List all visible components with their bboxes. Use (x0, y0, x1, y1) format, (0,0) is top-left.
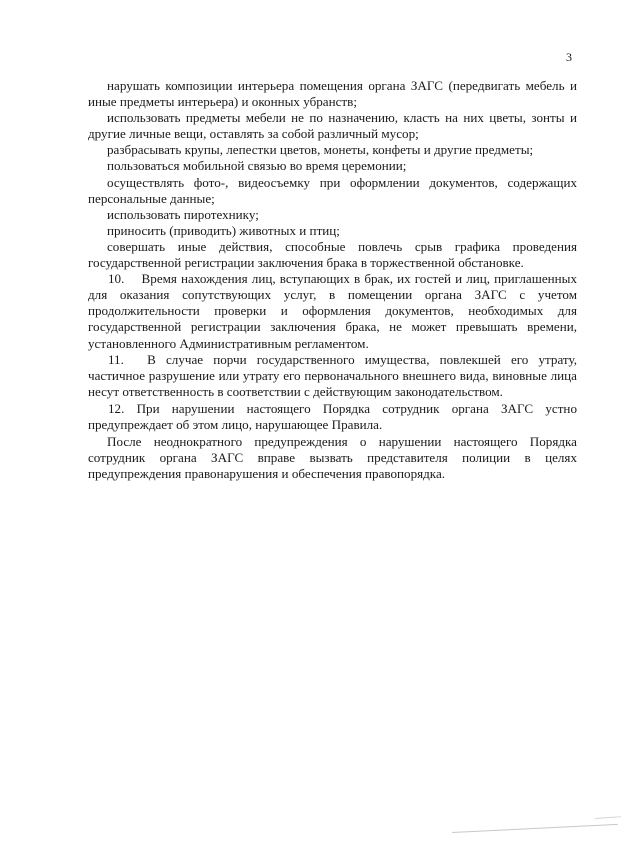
prohibition-item-other: совершать иные действия, способные повлечь срыв графика проведения государственной регистрации заключения брака в торжественной обстановке. (88, 238, 577, 271)
prohibition-item-interior: нарушать композиции интерьера помещения органа ЗАГС (передвигать мебель и иные предметы интерьера) и оконных убранств; (88, 78, 577, 110)
prohibition-item-animals: приносить (приводить) животных и птиц; (107, 222, 340, 238)
clause-12-continuation: После неоднократного предупреждения о нарушении настоящего Порядка сотрудник органа ЗАГС вправе вызвать представителя полиции в целях предупреждения правонарушения и обеспечения правопорядка. (88, 434, 577, 482)
clause-10: 10. Время нахождения лиц, вступающих в брак, их гостей и лиц, приглашенных для оказания сопутствующих услуг, в помещении органа ЗАГС с учетом продолжительности проверки и оформления документов, необходимых для государственной регистрации заключения брака, не может превышать времени, установленного Административным регламентом. (88, 271, 577, 351)
scan-edge-line-short (595, 816, 621, 819)
page-number: 3 (566, 50, 572, 64)
prohibition-item-photo: осуществлять фото-, видеосъемку при оформлении документов, содержащих персональные данные; (88, 174, 577, 206)
document-body (88, 78, 577, 482)
prohibition-item-furniture: использовать предметы мебели не по назначению, класть на них цветы, зонты и другие личные вещи, оставлять за собой различный мусор; (88, 110, 577, 142)
prohibition-item-scattering: разбрасывать крупы, лепестки цветов, монеты, конфеты и другие предметы; (107, 142, 534, 158)
clause-11: 11. В случае порчи государственного имущества, повлекшей его утрату, частичное разрушение или утрату его первоначального внешнего вида, виновные лица несут ответственность в соответствии с действующим законодательством. (88, 351, 577, 399)
clause-12: 12. При нарушении настоящего Порядка сотрудник органа ЗАГС устно предупреждает об этом лицо, нарушающее Правила. (88, 400, 577, 432)
prohibition-item-mobile: пользоваться мобильной связью во время церемонии; (107, 158, 407, 174)
scan-edge-line (452, 824, 618, 833)
prohibition-item-pyrotechnics: использовать пиротехнику; (107, 206, 259, 222)
